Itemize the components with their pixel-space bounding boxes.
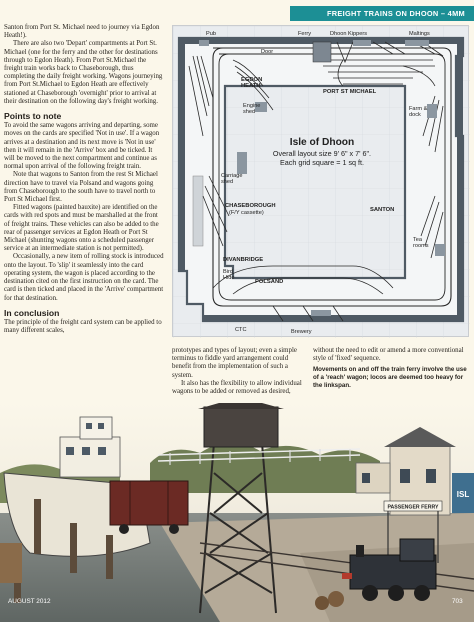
body-paragraph: without the need to edit or amend a more conventional style of 'fixed' sequence. (313, 347, 464, 363)
map-label-port-st-michael: PORT ST MICHAEL (323, 89, 377, 95)
map-label-chaseborough: CHASEBOROUGH (225, 203, 276, 209)
map-label-farm-dock: Farm & dock (409, 106, 428, 118)
map-subtitle-grid: Each grid square = 1 sq ft. (279, 158, 365, 167)
map-label-bird-hide: Bird Hide (223, 269, 235, 281)
map-label-pub: Pub (206, 31, 216, 37)
body-paragraph: Note that wagons to Santon from the rest St Michael direction have to travel via Polsand and wagons going from Chaseborough to the south have to travel north to Port St Michael first. (4, 171, 158, 204)
map-label-door: Door (261, 49, 274, 55)
track-plan-drawing (173, 26, 470, 338)
track-plan-diagram (172, 25, 469, 337)
map-label-engine-shed: Engine shed (243, 103, 261, 115)
body-paragraph: There are also two 'Depart' compartments at Port St. Michael (one for the ferry and the other for destinations through to Egdon Heath). From Port St.Michael the freight train works back to Chaseborough, thus completing the daily freight working. Wagons journeying from Port St.Michael to Egdon Heath are effectively stationed at Chaseborough 'overnight' prior to arrival at their destination on the following day's freight working. (4, 40, 163, 105)
body-paragraph: Santon from Port St. Michael need to journey via Egdon Heath!). (4, 24, 160, 40)
body-paragraph: To avoid the same wagons arriving and departing, some moves on the cards are specified 'Not in use'. If a wagon arrives at a destination and its next move is 'Not in use' then it will remain in the 'Arrive' box and be ticked. It will be moved to the next compartment and continue as normal upon arrival of the following freight train. (4, 122, 160, 171)
body-paragraph: The principle of the freight card system can be applied to many different scales, (4, 318, 162, 335)
map-title-block (252, 137, 392, 167)
section-header (290, 6, 474, 21)
layout-photo (0, 403, 474, 622)
map-label-egdon-heath: EGDON HEATH (241, 77, 263, 89)
article-column-3 (313, 347, 469, 389)
map-label-divanbridge: DIVANBRIDGE (223, 257, 264, 263)
body-paragraph: It also has the flexibility to allow individual wagons to be added or removed as desired, (172, 379, 302, 396)
section-title: FREIGHT TRAINS ON DHOON – 4MM (326, 9, 465, 18)
map-label-polsand: POLSAND (255, 279, 284, 285)
subheading-conclusion: In conclusion (4, 307, 60, 318)
map-label-ferry: Ferry (298, 31, 312, 37)
map-label-dhoon-kippers: Dhoon Kippers (330, 31, 368, 37)
map-label-brewery: Brewery (291, 329, 312, 335)
passenger-ferry-sign: PASSENGER FERRY (387, 504, 439, 511)
red-wagon (110, 481, 188, 525)
footer-issue-date: AUGUST 2012 (8, 598, 51, 605)
map-label-fy-cassette: (F/Y cassette) (229, 210, 264, 216)
map-label-ctc: CTC (235, 327, 247, 333)
map-label-santon: SANTON (370, 207, 395, 213)
map-title: Isle of Dhoon (289, 137, 355, 148)
body-paragraph: Fitted wagons (painted bauxite) are identified on the cards with red spots and must be marshalled at the front of freight trains. These vehicles can also be added to the rear of passenger services at Egdon Heath or Port St Michael (shunting wagons onto a scheduled passenger service at an intermediate station is not permitted). (4, 204, 159, 253)
map-label-maltings: Maltings (409, 31, 430, 37)
article-column-1 (4, 24, 164, 335)
article-column-2 (172, 347, 306, 396)
body-paragraph: Occasionally, a new item of rolling stock is introduced onto the layout. To 'slip' it seamlessly into the card operating system, the wagon is placed according to the destination cited on the first instruction on the card. The card is then ticked and placed in the 'Arrive' compartment for that destination. (4, 253, 164, 302)
body-paragraph: prototypes and types of layout; even a simple terminus to fiddle yard arrangement could benefit from the implementation of such a system. (172, 347, 297, 379)
footer-page-number: 703 (452, 598, 463, 605)
map-subtitle-size: Overall layout size 9' 6" x 7' 6". (272, 149, 372, 158)
photo-caption: Movements on and off the train ferry involve the use of a 'reach' wagon; locos are deemed too heavy for the linkspan. (313, 366, 467, 389)
map-label-carriage-shed: Carriage shed (221, 173, 243, 185)
map-label-tea-rooms: Tea rooms (413, 237, 429, 249)
subheading-points-to-note: Points to note (4, 111, 62, 122)
isl-sign: ISL (456, 490, 470, 499)
